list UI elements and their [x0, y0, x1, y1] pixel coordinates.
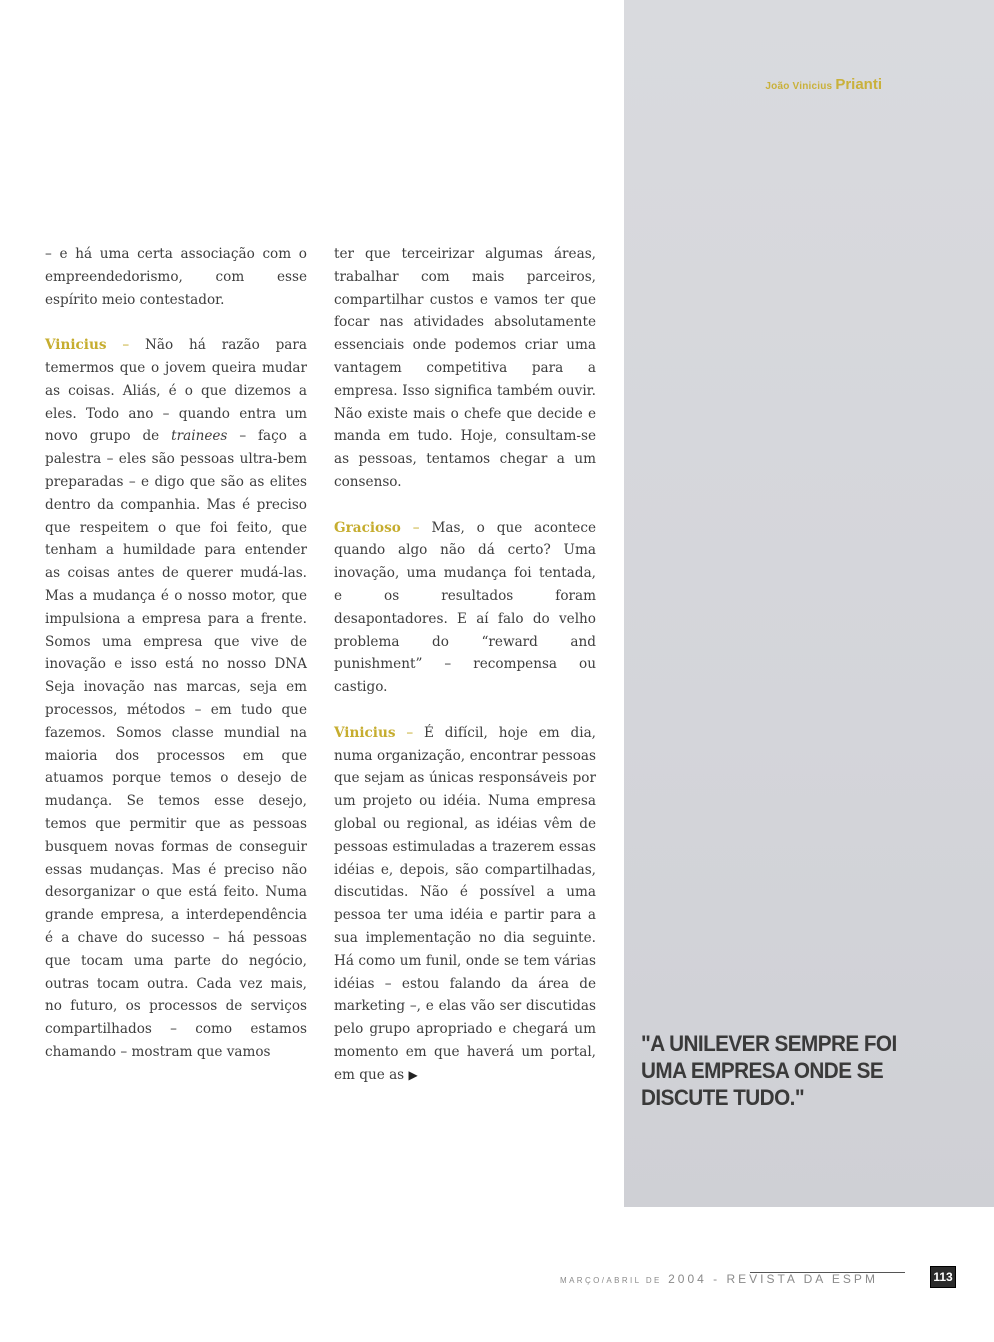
- speaker-dash: –: [406, 724, 414, 741]
- author-first-name: João Vinicius: [765, 81, 833, 92]
- speaker-name: Vinicius: [334, 724, 396, 741]
- paragraph-text: É difícil, hoje em dia, numa organização, encontrar pessoas que sejam as únicas responsáveis por um projeto ou idéia. Numa empresa global ou regional, as idéias vêm de pessoas estimuladas a trazerem essas idéias e, depois, são compartilhadas, discutidas. Não é possível a uma pessoa ter uma idéia e partir para a sua implementação no dia seguinte. Há como um funil, onde se tem várias idéias – estou falando da área de marketing –, e elas vão ser discutidas pelo grupo apropriado e chegará um momento em que haverá um portal, em que as: [334, 724, 597, 1083]
- pull-quote: "A UNILEVER SEMPRE FOI UMA EMPRESA ONDE SE DISCUTE TUDO.": [641, 1031, 897, 1110]
- speaker-name: Vinicius: [45, 337, 107, 354]
- paragraph: [334, 517, 596, 699]
- paragraph-text: Não há razão para temermos que o jovem queira mudar as coisas. Aliás, é o que dizemos a eles. Todo ano – quando entra um novo grupo de: [45, 337, 307, 445]
- speaker-dash: –: [122, 337, 130, 354]
- footer-magazine: 2004 - REVISTA DA ESPM: [661, 1272, 878, 1286]
- speaker-name: Gracioso: [334, 519, 401, 536]
- continued-arrow-icon: ▶: [408, 1067, 418, 1082]
- author-last-name: Prianti: [835, 76, 882, 93]
- paragraph: – e há uma certa associação com o empreendedorismo, com esse espírito meio contestador.: [45, 246, 307, 308]
- paragraph-text: – faço a palestra – eles são pessoas ultra-bem preparadas – e digo que são as elites dentro da companhia. Mas é preciso que respeitem o que foi feito, que tenham a humildade para entender as coisas antes de querer mudá-las. Mas a mudança é o nosso motor, que impulsiona a empresa para a frente. Somos uma empresa que vive de inovação e isso está no nosso DNA Seja inovação nas marcas, seja em processos, métodos – em tudo que fazemos. Somos classe mundial na maioria dos processos em que atuamos porque temos o desejo de mudança. Se temos esse desejo, temos que permitir que as pessoas busquem novas formas de conseguir essas mudanças. Mas é preciso não desorganizar o que está feito. Numa grande empresa, a interdependência é a chave do sucesso – há pessoas que tocam uma parte do negócio, outras tocam outra. Cada vez mais, no futuro, os processos de serviços compartilhados – como estamos chamando – mostram que vamos: [45, 428, 307, 1060]
- italic-term: trainees: [171, 428, 228, 445]
- paragraph-text: Mas, o que acontece quando algo não dá certo? Uma inovação, uma mudança foi tentada, e os resultados foram desapontadores. E aí falo do velho problema do “reward and punishment” – recompensa ou castigo.: [334, 519, 597, 696]
- text-column-middle: [334, 243, 596, 1109]
- text-column-left: [45, 243, 307, 1086]
- paragraph: [45, 334, 307, 1064]
- paragraph: ter que terceirizar algumas áreas, trabalhar com mais parceiros, compartilhar custos e vamos ter que focar nas atividades absolutamente essenciais onde podemos criar uma vantagem competitiva para a empresa. Isso significa também ouvir. Não existe mais o chefe que decide e manda em tudo. Hoje, consultam-se as pessoas, tentamos chegar a um consenso.: [334, 246, 596, 490]
- footer-date: MARÇO/ABRIL DE: [560, 1276, 662, 1285]
- author-header: [765, 76, 882, 94]
- page-number: 113: [930, 1266, 956, 1288]
- footer-issue: [560, 1270, 878, 1288]
- speaker-dash: –: [412, 519, 420, 536]
- paragraph: [334, 722, 596, 1087]
- sidebar-panel: [624, 0, 994, 1207]
